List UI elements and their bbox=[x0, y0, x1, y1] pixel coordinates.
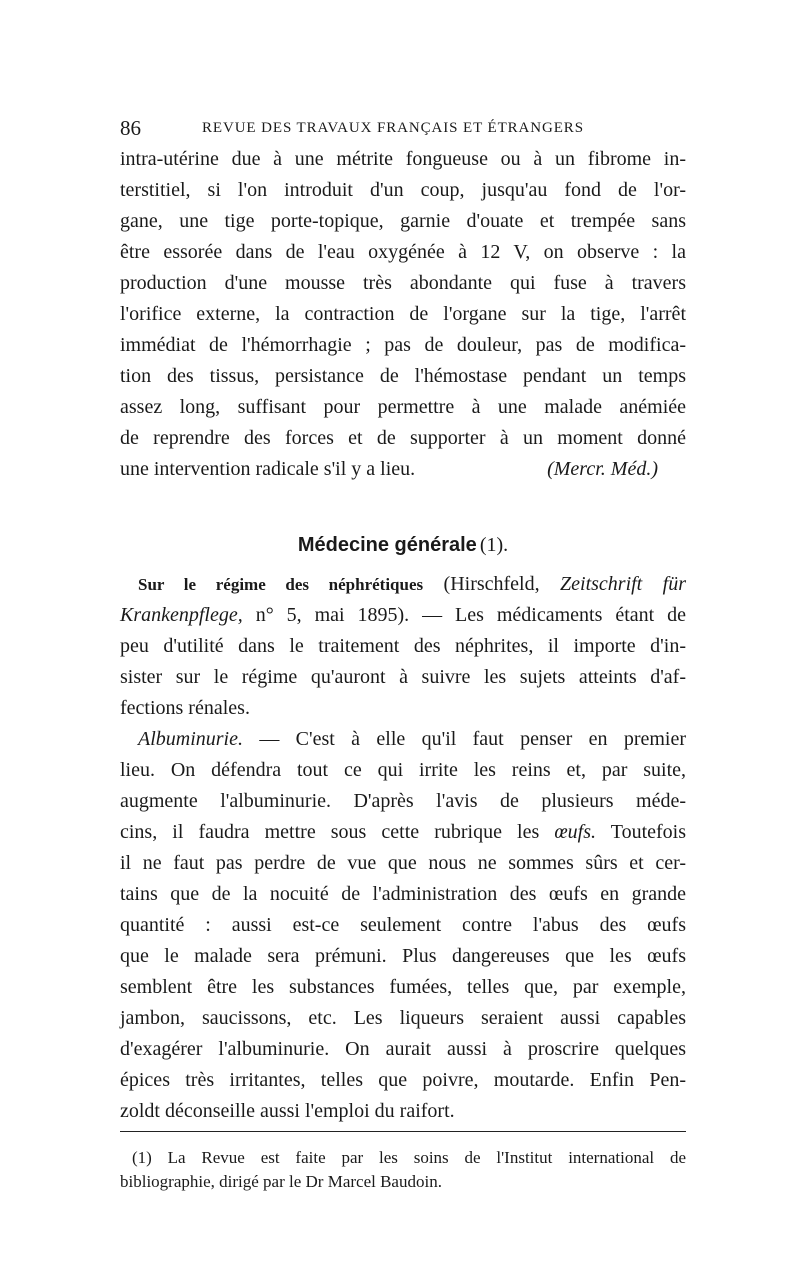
section-heading-text: Médecine générale bbox=[297, 534, 477, 556]
text-line bbox=[120, 600, 686, 631]
text-line: l'orifice externe, la contraction de l'organe sur la tige, l'arrêt bbox=[120, 303, 686, 325]
subheading-albuminurie: Albuminurie. bbox=[138, 728, 243, 750]
footnote-divider bbox=[120, 1131, 686, 1132]
source-citation: (Mercr. Méd.) bbox=[547, 458, 658, 480]
text-line: fections rénales. bbox=[120, 697, 250, 719]
text-line: tion des tissus, persistance de l'hémostase pendant un temps bbox=[120, 365, 686, 387]
text-line bbox=[120, 817, 686, 848]
running-head: REVUE DES TRAVAUX FRANÇAIS ET ÉTRANGERS bbox=[202, 120, 584, 136]
text-line: épices très irritantes, telles que poivre, moutarde. Enfin Pen- bbox=[120, 1069, 686, 1091]
journal-name: Zeitschrift für bbox=[560, 573, 686, 595]
text-line: que le malade sera prémuni. Plus dangereuses que les œufs bbox=[120, 945, 686, 967]
text-line: gane, une tige porte-topique, garnie d'ouate et trempée sans bbox=[120, 210, 686, 232]
section-heading bbox=[120, 525, 686, 565]
footnote-line: bibliographie, dirigé par le Dr Marcel Baudoin. bbox=[120, 1172, 442, 1191]
article-title: Sur le régime des néphrétiques bbox=[138, 575, 424, 594]
text-line: quantité : aussi est-ce seulement contre l'abus des œufs bbox=[120, 914, 686, 936]
footnote-line: (1) La Revue est faite par les soins de l'Institut international de bbox=[132, 1148, 686, 1167]
text-line: être essorée dans de l'eau oxygénée à 12 V, on observe : la bbox=[120, 241, 686, 263]
text-line: d'exagérer l'albuminurie. On aurait aussi à proscrire quelques bbox=[120, 1038, 686, 1060]
footnote-reference: (1). bbox=[479, 534, 509, 556]
text-line bbox=[120, 569, 686, 600]
continuation-paragraph bbox=[120, 144, 686, 485]
text-line: immédiat de l'hémorrhagie ; pas de douleur, pas de modifica- bbox=[120, 334, 686, 356]
text-line: de reprendre des forces et de supporter à un moment donné bbox=[120, 427, 686, 449]
page-number: 86 bbox=[120, 116, 141, 140]
document-page bbox=[120, 112, 686, 1194]
text-line: semblent être les substances fumées, telles que, par exemple, bbox=[120, 976, 686, 998]
text-line: lieu. On défendra tout ce qui irrite les reins et, par suite, bbox=[120, 759, 686, 781]
text-line-end: une intervention radicale s'il y a lieu. bbox=[120, 458, 416, 480]
text-line bbox=[120, 724, 686, 755]
italic-word: œufs. bbox=[554, 821, 597, 843]
journal-name-cont: Krankenpflege, bbox=[120, 604, 243, 626]
text-span: Toutefois bbox=[610, 821, 687, 843]
text-line: production d'une mousse très abondante qui fuse à travers bbox=[120, 272, 686, 294]
text-line: assez long, suffisant pour permettre à une malade anémiée bbox=[120, 396, 686, 418]
text-span: n° 5, mai 1895). — Les médicaments étant de bbox=[255, 604, 687, 626]
text-line: zoldt déconseille aussi l'emploi du raifort. bbox=[120, 1100, 455, 1122]
text-line-with-source bbox=[120, 454, 686, 485]
text-line: peu d'utilité dans le traitement des néphrites, il importe d'in- bbox=[120, 635, 686, 657]
text-line: jambon, saucissons, etc. Les liqueurs seraient aussi capables bbox=[120, 1007, 686, 1029]
text-span: — C'est à elle qu'il faut penser en premier bbox=[259, 728, 687, 750]
page-header bbox=[120, 112, 686, 142]
text-span: cins, il faudra mettre sous cette rubrique les bbox=[120, 821, 540, 843]
footnotes bbox=[120, 1146, 686, 1194]
text-line: augmente l'albuminurie. D'après l'avis de plusieurs méde- bbox=[120, 790, 686, 812]
text-line: intra-utérine due à une métrite fongueuse ou à un fibrome in- bbox=[120, 148, 686, 170]
text-line: tains que de la nocuité de l'administration des œufs en grande bbox=[120, 883, 686, 905]
text-line: terstitiel, si l'on introduit d'un coup, jusqu'au fond de l'or- bbox=[120, 179, 686, 201]
text-line: il ne faut pas perdre de vue que nous ne sommes sûrs et cer- bbox=[120, 852, 686, 874]
article-author: (Hirschfeld, bbox=[443, 573, 540, 595]
text-line: sister sur le régime qu'auront à suivre les sujets atteints d'af- bbox=[120, 666, 686, 688]
article-body bbox=[120, 569, 686, 1127]
